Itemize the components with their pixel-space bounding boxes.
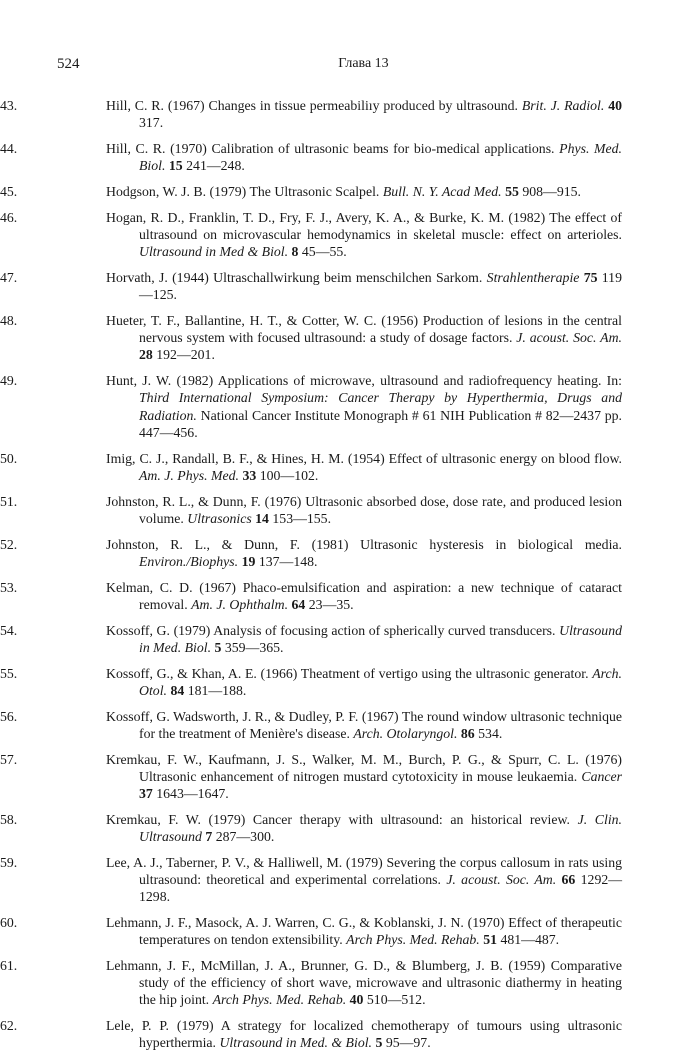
reference-item <box>0 493 622 527</box>
chapter-title: Глава 13 <box>338 56 389 71</box>
reference-volume: 55 <box>505 184 519 199</box>
reference-item <box>0 450 622 484</box>
reference-item <box>0 1017 622 1051</box>
reference-volume: 28 <box>139 347 153 363</box>
reference-citation: Hueter, T. F., Ballantine, H. T., & Cotter, W. C. (1956) Production of lesions in the central nervous system with focused ultrasound: a study of dosage factors. <box>106 313 622 346</box>
reference-journal: Ultrasound in Med. Biol. <box>139 622 622 655</box>
reference-pages: 510—512. <box>366 992 426 1008</box>
reference-list <box>0 97 691 1060</box>
reference-text <box>106 209 622 261</box>
reference-item <box>0 579 622 613</box>
reference-pages: 192—201. <box>156 347 215 363</box>
reference-volume: 75 <box>583 270 598 285</box>
reference-journal: Am. J. Phys. Med. <box>139 467 239 483</box>
reference-pages: 317. <box>139 115 164 131</box>
reference-text <box>106 914 622 948</box>
reference-pages: 908—915. <box>522 184 581 199</box>
reference-citation: Horvath, J. (1944) Ultraschallwirkung beim menschilchen Sarkom. <box>106 270 483 285</box>
reference-text <box>106 372 622 441</box>
reference-number: 61. <box>0 958 18 974</box>
reference-pages: 1292—1298. <box>139 872 623 905</box>
reference-text <box>106 622 622 656</box>
reference-item <box>0 751 622 803</box>
reference-journal: Arch Phys. Med. Rehab. <box>346 932 480 948</box>
reference-item <box>0 708 622 742</box>
reference-citation: Kelman, C. D. (1967) Phaco-emulsification and aspiration: a new technique of cataract removal. <box>106 579 622 612</box>
reference-pages: 100—102. <box>259 467 319 483</box>
reference-number: 48. <box>0 313 18 328</box>
reference-journal: Ultrasonics <box>187 510 252 526</box>
reference-number: 62. <box>0 1018 18 1034</box>
reference-text <box>106 536 622 570</box>
reference-text <box>106 450 622 484</box>
reference-item <box>0 665 622 699</box>
reference-journal: Arch. Otol. <box>139 665 622 698</box>
reference-number: 52. <box>0 536 18 552</box>
reference-number: 60. <box>0 915 18 931</box>
reference-volume: 64 <box>291 596 306 612</box>
reference-citation: Johnston, R. L., & Dunn, F. (1981) Ultrasonic hysteresis in biological media. <box>106 536 622 552</box>
reference-volume: 33 <box>242 467 257 483</box>
reference-journal: Ultrasound in Med & Biol. <box>139 244 289 260</box>
reference-volume: 66 <box>561 872 576 888</box>
reference-citation: Lehmann, J. F., McMillan, J. A., Brunner, G. D., & Blumberg, J. B. (1959) Comparative study of the efficiency of short wave, microwave and ultrasonic diathermy in heating the hip joint. <box>106 958 622 1008</box>
reference-text <box>106 312 622 364</box>
reference-journal: J. acoust. Soc. Am. <box>516 330 622 346</box>
reference-number: 49. <box>0 373 18 389</box>
reference-pages: 119—125. <box>139 270 622 303</box>
reference-volume: 40 <box>608 98 623 113</box>
reference-item <box>0 183 622 200</box>
reference-item <box>0 811 622 845</box>
reference-pages: 153—155. <box>272 510 332 526</box>
reference-volume: 8 <box>291 244 299 260</box>
reference-journal: Environ./Biophys. <box>139 553 239 569</box>
reference-journal: Phys. Med. Biol. <box>139 141 622 174</box>
reference-number: 50. <box>0 450 18 466</box>
reference-volume: 15 <box>168 158 183 174</box>
reference-pages: 1643—1647. <box>156 786 229 802</box>
reference-journal: Ultrasound in Med. & Biol. <box>219 1035 372 1051</box>
reference-number: 44. <box>0 141 18 156</box>
reference-pages: 95—97. <box>385 1035 431 1051</box>
reference-pages: National Cancer Institute Monograph # 61 NIH Publication # 82—2437 pp. 447—456. <box>139 407 622 440</box>
reference-number: 57. <box>0 751 18 767</box>
reference-volume: 14 <box>255 510 269 526</box>
reference-journal: Bull. N. Y. Acad Med. <box>382 184 502 199</box>
reference-text <box>106 579 622 613</box>
reference-citation: Lele, P. P. (1979) A strategy for localized chemotherapy of tumours using ultrasonic hyperthermia. <box>106 1018 622 1051</box>
reference-text <box>106 269 622 303</box>
reference-item <box>0 854 622 906</box>
reference-item <box>0 914 622 948</box>
reference-number: 43. <box>0 98 18 113</box>
reference-journal: Arch Phys. Med. Rehab. <box>212 992 347 1008</box>
reference-text <box>106 708 622 742</box>
reference-item <box>0 269 622 303</box>
reference-citation-cont: y produced by ultrasound. <box>372 98 518 113</box>
reference-volume: 86 <box>460 725 475 741</box>
reference-text <box>106 665 622 699</box>
reference-number: 51. <box>0 493 18 509</box>
reference-item <box>0 312 622 364</box>
reference-number: 59. <box>0 854 18 870</box>
reference-volume: 5 <box>214 639 222 655</box>
reference-pages: 45—55. <box>301 244 347 260</box>
reference-pages: 23—35. <box>308 596 354 612</box>
reference-volume: 7 <box>205 829 213 845</box>
reference-volume: 84 <box>170 682 185 698</box>
reference-citation: Imig, C. J., Randall, B. F., & Hines, H. M. (1954) Effect of ultrasonic energy on blood flow. <box>106 450 622 466</box>
reference-pages: 359—365. <box>224 639 284 655</box>
reference-text <box>106 811 622 845</box>
reference-item <box>0 536 622 570</box>
reference-number: 55. <box>0 665 18 681</box>
reference-citation: Kremkau, F. W., Kaufmann, J. S., Walker, M. M., Burch, P. G., & Spurr, C. L. (1976) Ultrasonic enhancement of nitrogen mustard cytotoxicity in mouse leukaemia. <box>106 751 622 784</box>
reference-text <box>106 183 622 200</box>
reference-citation: Hill, C. R. (1970) Calibration of ultrasonic beams for bio-medical applications. <box>106 141 555 156</box>
reference-pages: 287—300. <box>215 829 275 845</box>
reference-item <box>0 140 622 174</box>
reference-journal: J. Clin. Ultrasound <box>139 811 622 845</box>
reference-volume: 37 <box>139 786 153 802</box>
reference-citation: Kossoff, G. (1979) Analysis of focusing action of spherically curved transducers. <box>106 622 556 638</box>
reference-pages: 241—248. <box>186 158 245 174</box>
reference-text <box>106 97 623 131</box>
reference-pages: 137—148. <box>258 553 318 569</box>
reference-journal: Brit. J. Radiol. <box>521 98 605 113</box>
reference-volume: 5 <box>375 1035 383 1051</box>
reference-citation: Lee, A. J., Taberner, P. V., & Halliwell, M. (1979) Severing the corpus callosum in rats using ultrasound: theoretical and experimental correlations. <box>106 854 622 888</box>
reference-citation: Kremkau, F. W. (1979) Cancer therapy with ultrasound: an historical review. <box>106 811 570 827</box>
reference-number: 46. <box>0 209 18 225</box>
reference-citation: Kossoff, G., & Khan, A. E. (1966) Theatment of vertigo using the ultrasonic generator. <box>106 665 589 681</box>
reference-journal: Cancer <box>581 768 622 784</box>
reference-number: 56. <box>0 708 18 724</box>
reference-text <box>106 751 622 803</box>
reference-citation: Hill, C. R. (1967) Changes in tissue permeabiliı <box>106 98 373 113</box>
reference-item <box>0 209 622 261</box>
reference-item <box>0 957 622 1009</box>
reference-citation: Johnston, R. L., & Dunn, F. (1976) Ultrasonic absorbed dose, dose rate, and produced lesion volume. <box>106 493 622 526</box>
reference-volume: 19 <box>241 553 256 569</box>
reference-journal: Third International Symposium: Cancer Therapy by Hyperthermia, Drugs and Radiation. <box>139 390 622 423</box>
reference-citation: Lehmann, J. F., Masock, A. J. Warren, C. G., & Koblanski, J. N. (1970) Effect of therapeutic temperatures on tendon extensibility. <box>106 915 622 948</box>
reference-number: 45. <box>0 184 18 199</box>
reference-item <box>0 372 622 441</box>
reference-citation: Hogan, R. D., Franklin, T. D., Fry, F. J., Avery, K. A., & Burke, K. M. (1982) The effect of ultrasound on microvascular hemodynamics in skeletal muscle: effect on arterioles. <box>106 209 622 242</box>
reference-number: 58. <box>0 811 18 827</box>
reference-journal: Arch. Otolaryngol. <box>353 725 458 741</box>
reference-number: 53. <box>0 579 18 595</box>
page-number: 524 <box>57 56 80 72</box>
reference-text <box>106 493 622 527</box>
reference-journal: Am. J. Ophthalm. <box>191 596 289 612</box>
reference-item <box>0 622 622 656</box>
reference-text <box>106 854 623 906</box>
reference-citation: Kossoff, G. Wadsworth, J. R., & Dudley, P. F. (1967) The round window ultrasonic technique for the treatment of Menière's disease. <box>106 708 622 741</box>
reference-journal: Strahlentherapie <box>486 270 580 285</box>
reference-pages: 181—188. <box>187 682 247 698</box>
reference-citation: Hunt, J. W. (1982) Applications of microwave, ultrasound and radiofrequency heating. In: <box>106 373 622 389</box>
reference-pages: 481—487. <box>500 932 560 948</box>
reference-number: 54. <box>0 622 18 638</box>
reference-volume: 40 <box>349 992 364 1008</box>
reference-number: 47. <box>0 270 18 285</box>
reference-pages: 534. <box>478 725 503 741</box>
reference-citation: Hodgson, W. J. B. (1979) The Ultrasonic Scalpel. <box>106 184 380 199</box>
reference-text <box>106 140 622 174</box>
reference-text <box>106 957 622 1009</box>
reference-volume: 51 <box>483 932 498 948</box>
reference-text <box>106 1017 622 1051</box>
reference-journal: J. acoust. Soc. Am. <box>446 872 557 888</box>
reference-item <box>0 97 622 131</box>
